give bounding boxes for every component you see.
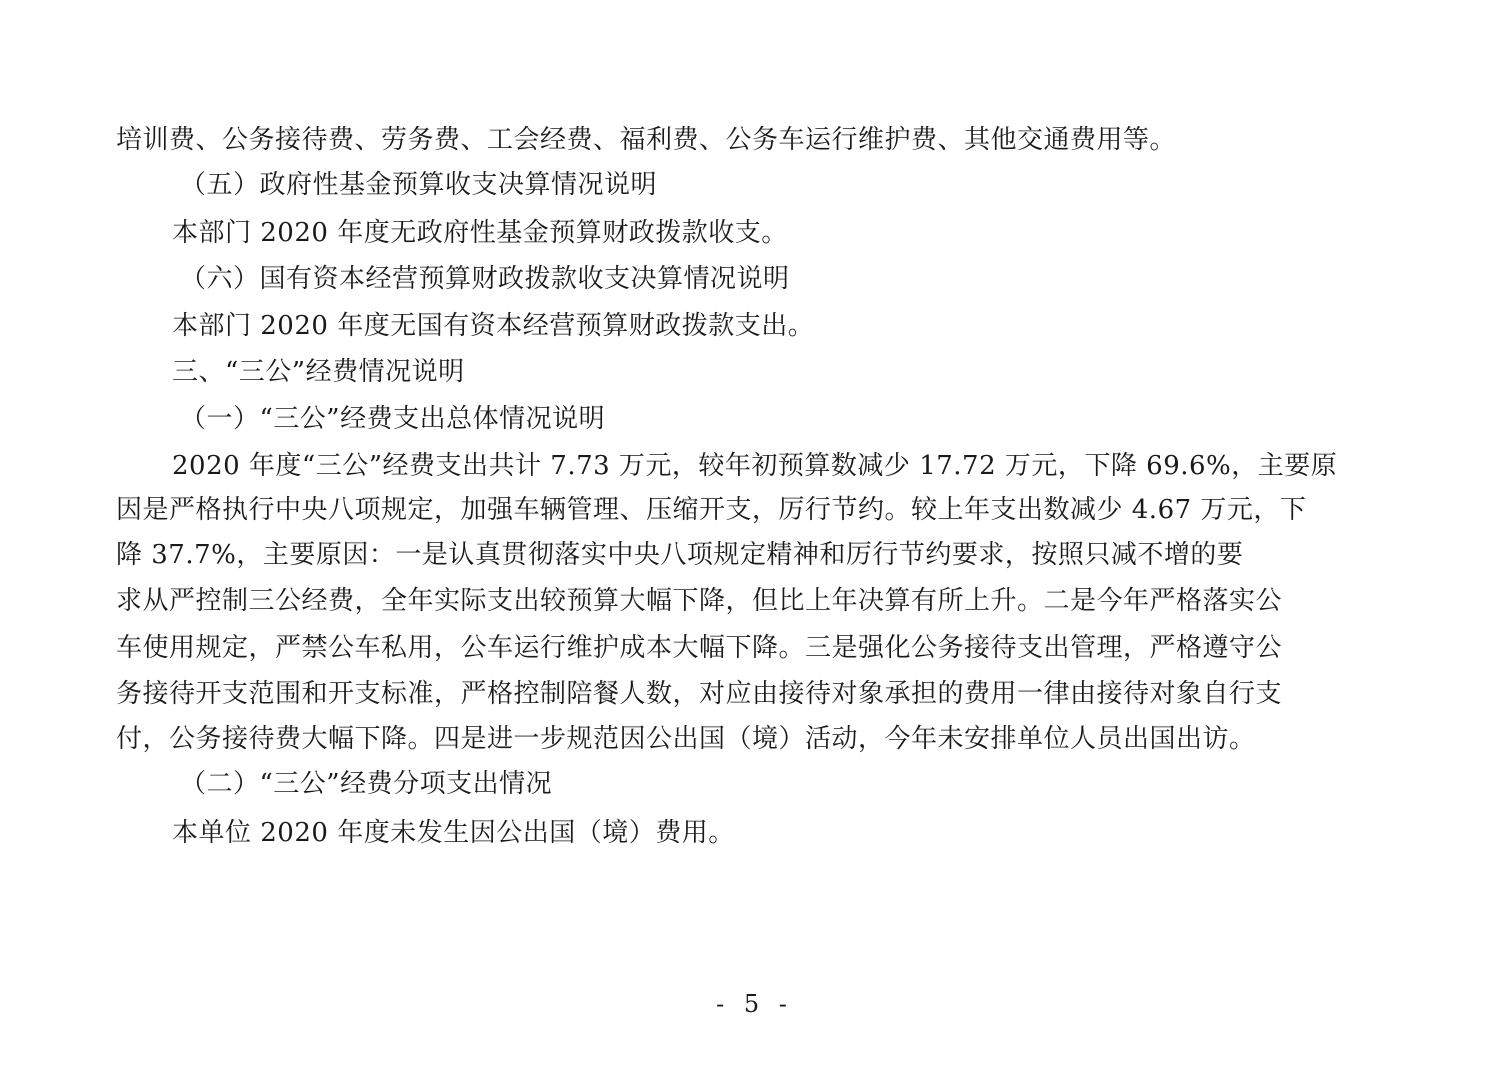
body-text-line: 本部门 2020 年度无政府性基金预算财政拨款收支。	[172, 218, 788, 248]
body-text-line: 务接待开支范围和开支标准，严格控制陪餐人数，对应由接待对象承担的费用一律由接待对象自行支	[116, 679, 1283, 709]
body-text-line: 求从严控制三公经费，全年实际支出较预算大幅下降，但比上年决算有所上升。二是今年严格落实公	[116, 586, 1283, 616]
body-text-line: 2020 年度“三公”经费支出共计 7.73 万元，较年初预算数减少 17.72 万元，下降 69.6%，主要原	[172, 451, 1338, 481]
section-heading: （五）政府性基金预算收支决算情况说明	[180, 170, 658, 200]
body-text-line: 因是严格执行中央八项规定，加强车辆管理、压缩开支，厉行节约。较上年支出数减少 4.67 万元，下	[116, 495, 1307, 525]
body-text-line: 付，公务接待费大幅下降。四是进一步规范因公出国（境）活动，今年未安排单位人员出国出访。	[116, 724, 1256, 754]
chapter-heading: 三、“三公”经费情况说明	[172, 357, 465, 387]
body-text-line: 本部门 2020 年度无国有资本经营预算财政拨款支出。	[172, 311, 815, 341]
section-heading: （六）国有资本经营预算财政拨款收支决算情况说明	[180, 264, 790, 294]
body-text-line: 培训费、公务接待费、劳务费、工会经费、福利费、公务车运行维护费、其他交通费用等。	[116, 125, 1177, 155]
body-text-line: 本单位 2020 年度未发生因公出国（境）费用。	[172, 818, 735, 848]
body-text-line: 车使用规定，严禁公车私用，公车运行维护成本大幅下降。三是强化公务接待支出管理，严格遵守公	[116, 633, 1283, 663]
section-heading: （一）“三公”经费支出总体情况说明	[180, 404, 606, 434]
page-number: - 5 -	[716, 990, 793, 1018]
section-heading: （二）“三公”经费分项支出情况	[180, 769, 553, 799]
body-text-line: 降 37.7%，主要原因：一是认真贯彻落实中央八项规定精神和厉行节约要求，按照只减不增的要	[116, 540, 1244, 570]
